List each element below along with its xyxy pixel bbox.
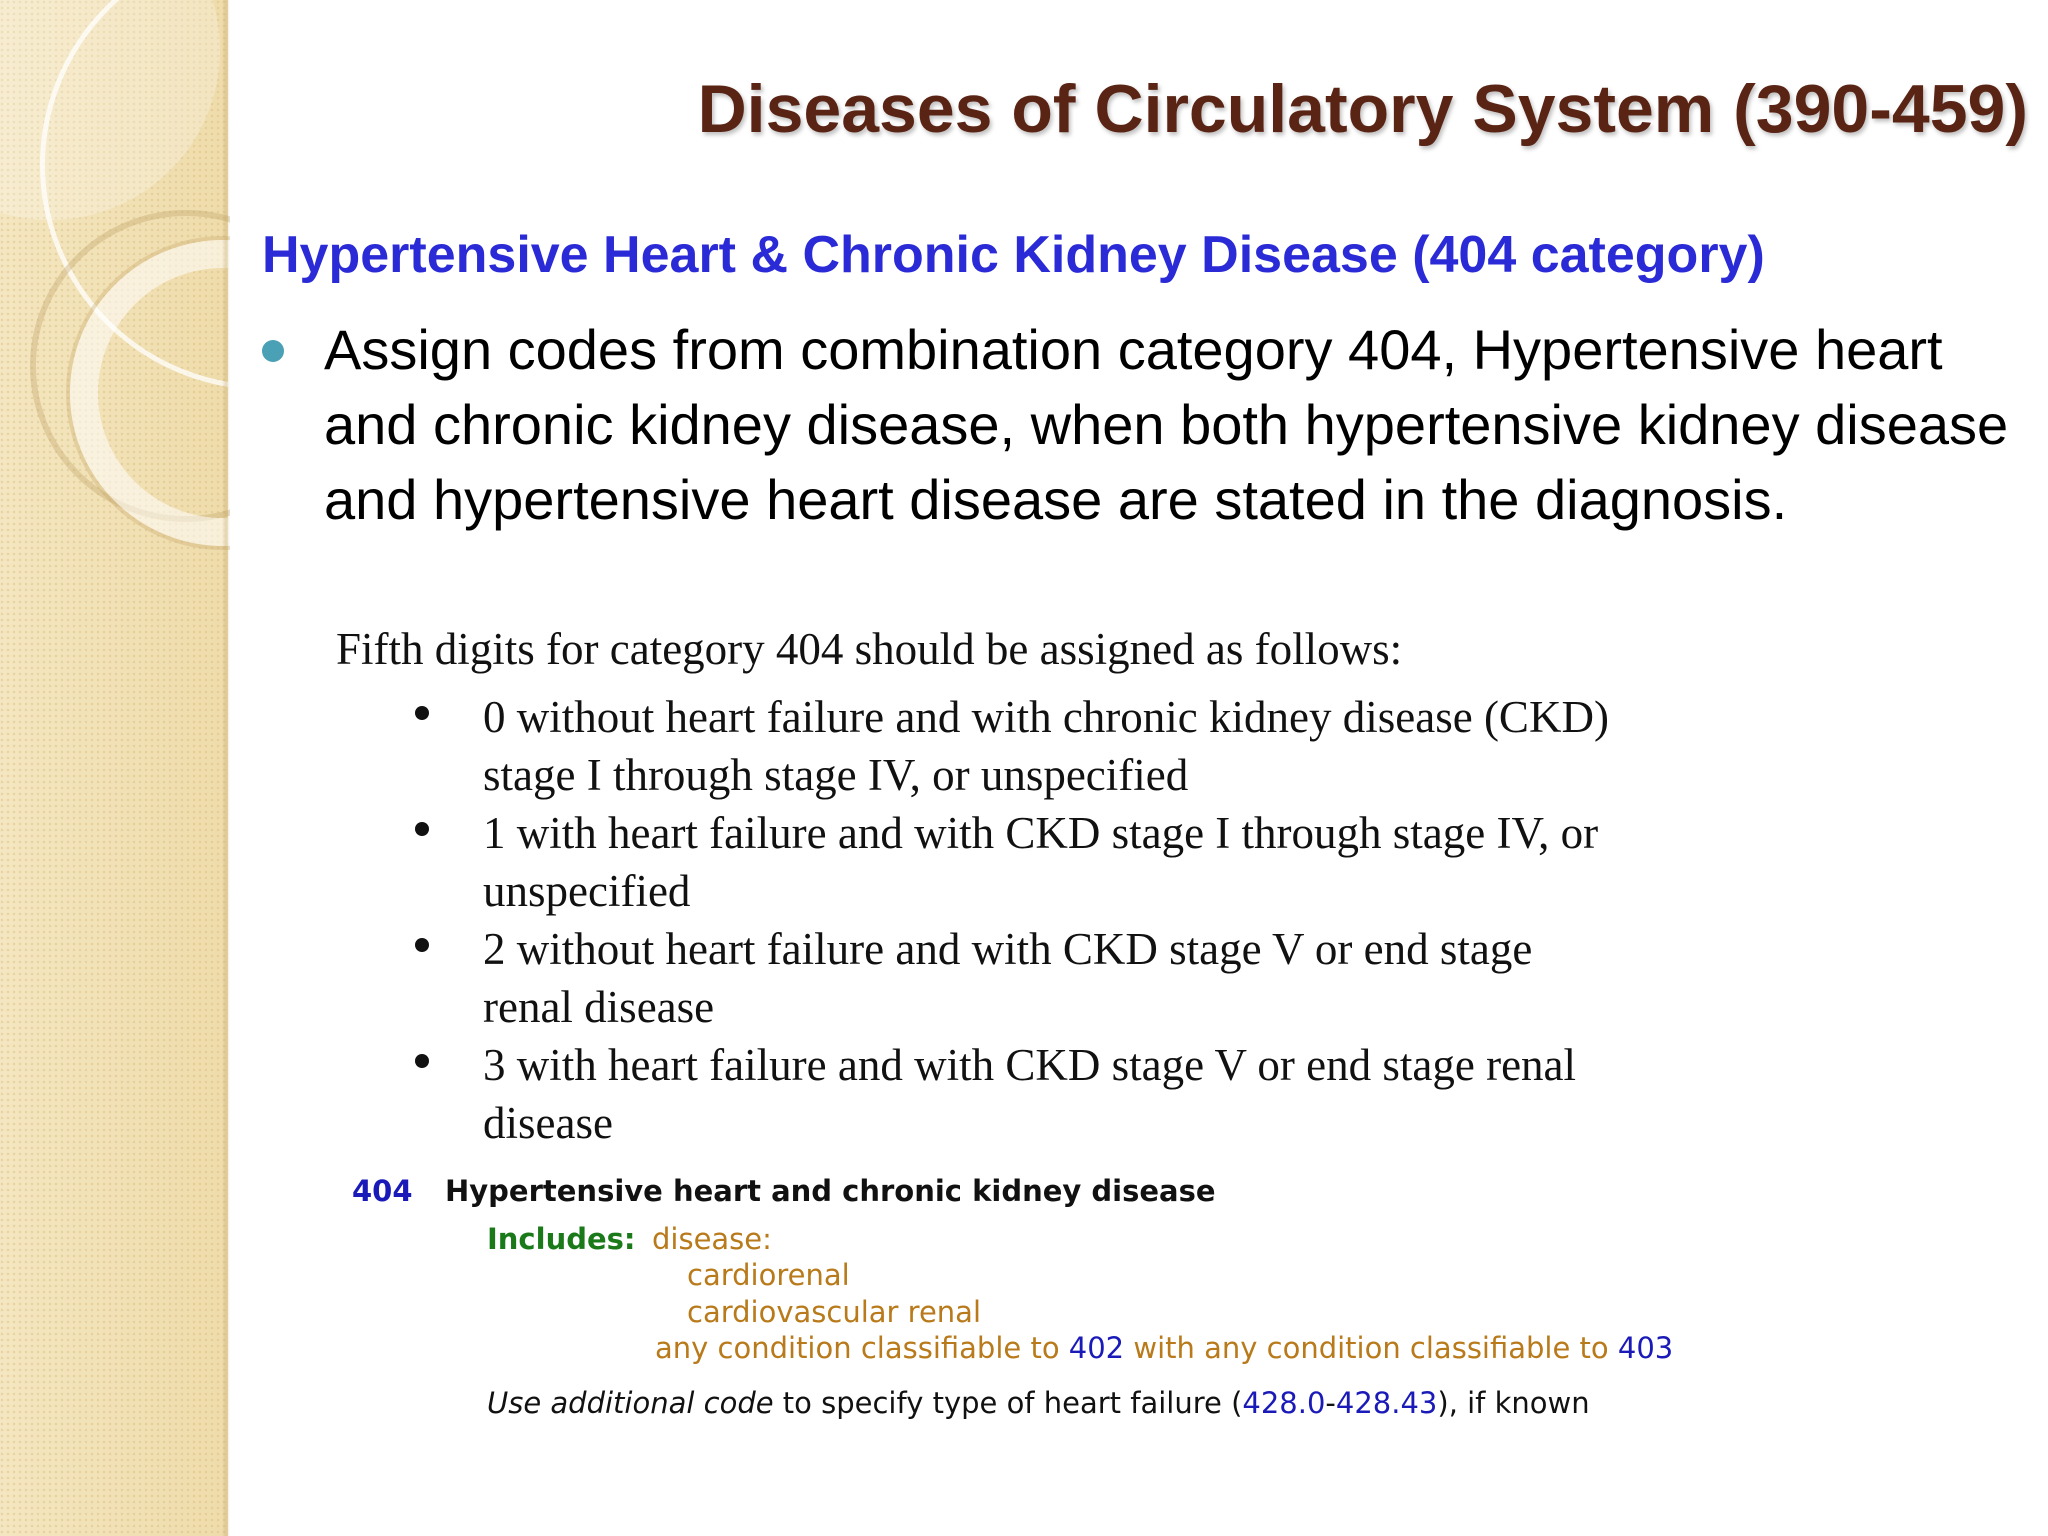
includes-any-condition <box>655 1331 1673 1365</box>
decorative-side-strip <box>0 0 228 1536</box>
use-additional-italic: Use additional code <box>487 1386 774 1420</box>
code-link-428-0[interactable]: 428.0 <box>1242 1386 1326 1420</box>
slide-title: Diseases of Circulatory System (390-459) <box>697 71 2028 147</box>
list-item-text: 0 without heart failure and with chronic kidney disease (CKD) stage I through stage IV, or unspecified <box>483 692 1609 800</box>
bullet-dot-icon <box>262 340 284 362</box>
use-additional-end: ), if known <box>1437 1386 1590 1420</box>
fifth-digits-intro: Fifth digits for category 404 should be assigned as follows: <box>336 624 1403 674</box>
code-link-403[interactable]: 403 <box>1617 1331 1674 1365</box>
includes-sub-item: cardiorenal <box>687 1258 850 1292</box>
list-item-text: 2 without heart failure and with CKD stage V or end stage renal disease <box>483 924 1533 1032</box>
list-item-text: 3 with heart failure and with CKD stage V or end stage renal disease <box>483 1040 1577 1148</box>
bullet-icon <box>415 1054 429 1068</box>
any-mid-text: with any condition classifiable to <box>1124 1331 1618 1365</box>
code-title: Hypertensive heart and chronic kidney disease <box>445 1174 1216 1208</box>
list-item-text: 1 with heart failure and with CKD stage I through stage IV, or unspecified <box>483 808 1599 916</box>
includes-text: disease: <box>652 1222 772 1256</box>
use-additional-text: to specify type of heart failure ( <box>773 1386 1243 1420</box>
fifth-digits-excerpt <box>320 618 1620 1148</box>
strip-edge-shadow <box>222 0 230 1536</box>
bullet-icon <box>415 706 429 720</box>
bullet-icon <box>415 938 429 952</box>
slide-subtitle: Hypertensive Heart & Chronic Kidney Disease (404 category) <box>262 226 1765 284</box>
range-dash: - <box>1325 1386 1336 1420</box>
bullet-icon <box>415 822 429 836</box>
use-additional-code-note <box>487 1386 1590 1420</box>
main-bullet-text: Assign codes from combination category 404, Hypertensive heart and chronic kidney disease, when both hypertensive kidney disease and hypertensive heart disease are stated in the diagnosis. <box>324 318 2009 531</box>
includes-label: Includes: <box>487 1222 636 1256</box>
code-number: 404 <box>352 1174 413 1208</box>
code-link-402[interactable]: 402 <box>1068 1331 1125 1365</box>
any-prefix-text: any condition classifiable to <box>655 1331 1069 1365</box>
code-link-428-43[interactable]: 428.43 <box>1335 1386 1438 1420</box>
includes-sub-item: cardiovascular renal <box>687 1295 982 1329</box>
code-404-excerpt <box>325 1158 1725 1458</box>
